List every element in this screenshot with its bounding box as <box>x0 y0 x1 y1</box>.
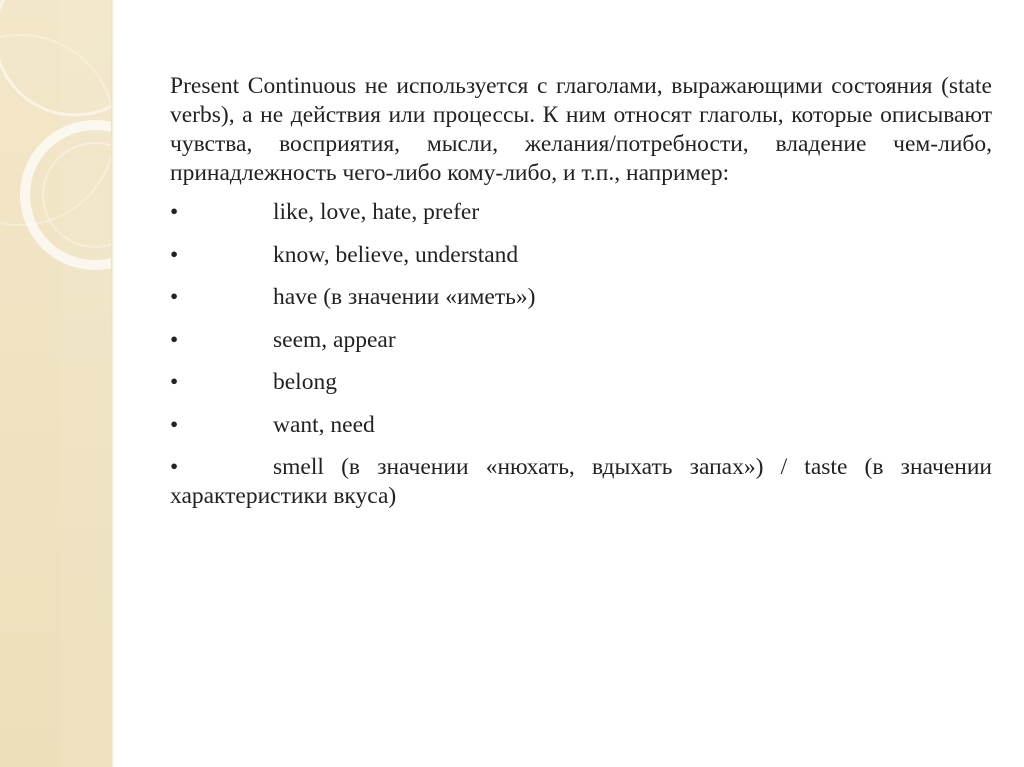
decorative-side-panel <box>0 0 111 767</box>
bullet-icon: • <box>170 199 179 225</box>
bullet-icon: • <box>170 326 179 353</box>
list-item <box>170 368 992 397</box>
bullet-icon: • <box>170 241 179 268</box>
side-panel-edge <box>111 0 114 767</box>
decorative-circles <box>0 0 111 767</box>
list-item-text: smell (в значении «нюхать, вдыхать запах») / taste (в значении характеристики вкуса) <box>170 454 992 509</box>
list-item <box>170 326 992 355</box>
list-item-text: know, believe, understand <box>273 241 519 268</box>
list-item <box>170 241 992 270</box>
list-item <box>170 198 992 227</box>
list-item <box>170 283 992 312</box>
bullet-icon: • <box>170 284 179 310</box>
intro-paragraph: Present Continuous не используется с глаголами, выражающими состояния (state verbs), а не действия или процессы. К ним относят глаголы, которые описывают чувства, восприятия, мысли, желания/потребности, владение чем-либо, принадлежность чего-либо кому-либо, и т.п., например: <box>170 73 992 186</box>
list-item <box>170 411 992 440</box>
list-item-text: want, need <box>273 411 375 438</box>
list-item-text: have (в значении «иметь») <box>273 284 536 310</box>
list-item <box>170 453 992 511</box>
list-item-text: seem, appear <box>273 326 396 353</box>
slide-content <box>170 72 992 525</box>
bullet-icon: • <box>170 369 179 395</box>
list-item-text: belong <box>273 369 337 395</box>
bullet-icon: • <box>170 454 179 480</box>
list-item-text: like, love, hate, prefer <box>273 199 480 225</box>
bullet-icon: • <box>170 411 179 438</box>
